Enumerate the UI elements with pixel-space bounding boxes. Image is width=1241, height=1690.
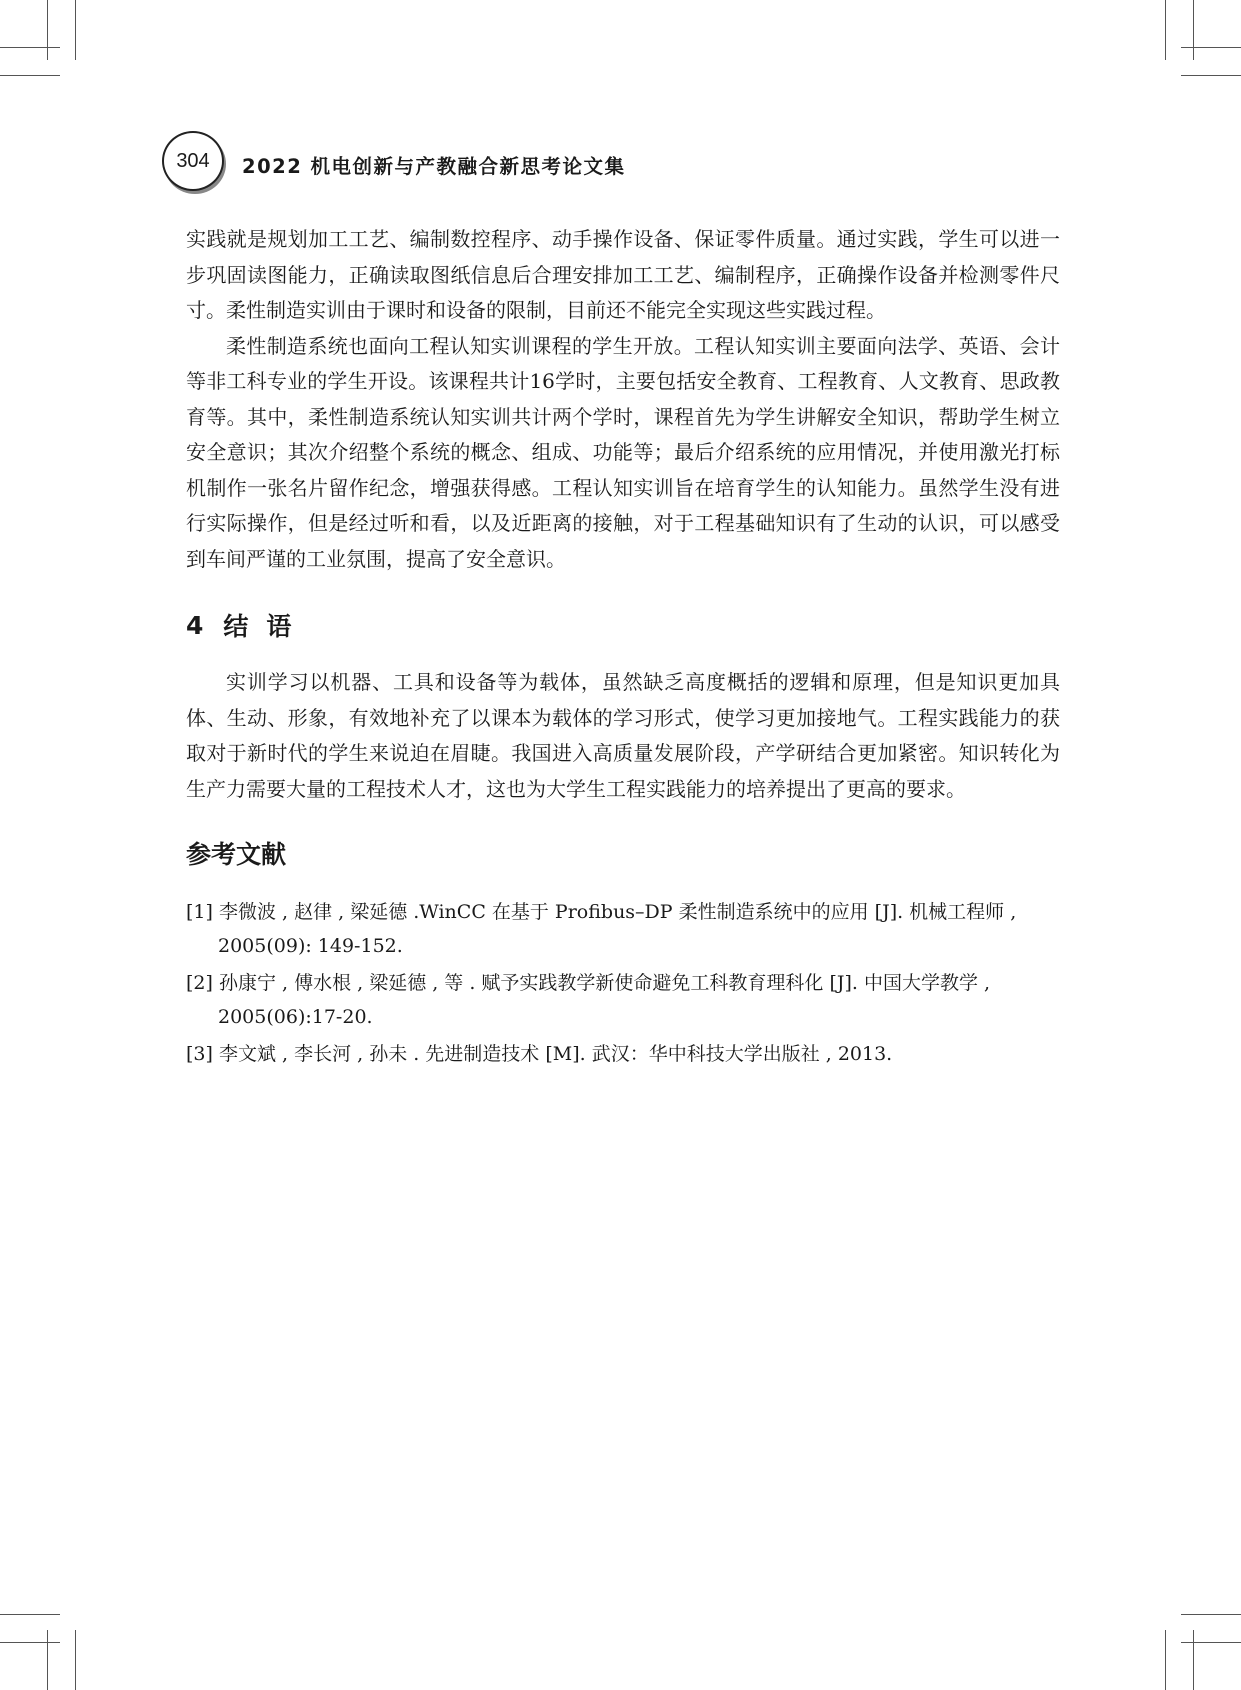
crop-mark <box>75 1630 76 1690</box>
conclusion-paragraph: 实训学习以机器、工具和设备等为载体，虽然缺乏高度概括的逻辑和原理，但是知识更加具体、生动、形象，有效地补充了以课本为载体的学习形式，使学习更加接地气。工程实践能力的获取对于新时代的学生来说迫在眉睫。我国进入高质量发展阶段，产学研结合更加紧密。知识转化为生产力需要大量的工程技术人才，这也为大学生工程实践能力的培养提出了更高的要求。 <box>186 670 1060 801</box>
crop-mark <box>47 1630 48 1690</box>
reference-item: [1] 李微波 , 赵律 , 梁延德 .WinCC 在基于 Profibus–DP 柔性制造系统中的应用 [J]. 机械工程师 , 2005(09): 149-152. <box>186 901 1017 957</box>
crop-mark <box>1181 47 1241 48</box>
crop-mark <box>0 1614 60 1615</box>
section-title: 结语 <box>223 612 310 641</box>
page-header <box>162 133 626 189</box>
crop-mark <box>1193 1630 1194 1690</box>
page-number-badge <box>162 131 224 191</box>
running-title: 2022 机电创新与产教融合新思考论文集 <box>242 155 626 178</box>
crop-mark <box>1165 1630 1166 1690</box>
page-body <box>186 222 1060 1074</box>
section-number: 4 <box>186 610 204 640</box>
body-paragraph: 柔性制造系统也面向工程认知实训课程的学生开放。工程认知实训主要面向法学、英语、会计等非工科专业的学生开设。该课程共计16学时，主要包括安全教育、工程教育、人文教育、思政教育等。其中，柔性制造系统认知实训共计两个学时，课程首先为学生讲解安全知识，帮助学生树立安全意识；其次介绍整个系统的概念、组成、功能等；最后介绍系统的应用情况，并使用激光打标机制作一张名片留作纪念，增强获得感。工程认知实训旨在培育学生的认知能力。虽然学生没有进行实际操作，但是经过听和看，以及近距离的接触，对于工程基础知识有了生动的认识，可以感受到车间严谨的工业氛围，提高了安全意识。 <box>186 333 1060 571</box>
section-heading <box>186 595 1060 655</box>
crop-mark <box>1181 1642 1241 1643</box>
crop-mark <box>0 75 60 76</box>
references-heading: 参考文献 <box>186 840 287 869</box>
crop-mark <box>1165 0 1166 60</box>
page-number: 304 <box>176 149 210 172</box>
reference-item: [2] 孙康宁 , 傅水根 , 梁延德 , 等 . 赋予实践教学新使命避免工科教育理科化 [J]. 中国大学教学 , 2005(06):17-20. <box>186 972 991 1028</box>
crop-mark <box>0 1642 60 1643</box>
reference-item: [3] 李文斌 , 李长河 , 孙未 . 先进制造技术 [M]. 武汉：华中科技大学出版社 , 2013. <box>186 1043 893 1065</box>
crop-mark <box>75 0 76 60</box>
crop-mark <box>1193 0 1194 60</box>
crop-mark <box>1181 75 1241 76</box>
crop-mark <box>47 0 48 60</box>
crop-mark <box>0 47 60 48</box>
body-paragraph: 实践就是规划加工工艺、编制数控程序、动手操作设备、保证零件质量。通过实践，学生可以进一步巩固读图能力，正确读取图纸信息后合理安排加工工艺、编制程序，正确操作设备并检测零件尺寸。柔性制造实训由于课时和设备的限制，目前还不能完全实现这些实践过程。 <box>186 227 1060 322</box>
crop-mark <box>1181 1614 1241 1615</box>
references-list <box>186 895 1060 1071</box>
